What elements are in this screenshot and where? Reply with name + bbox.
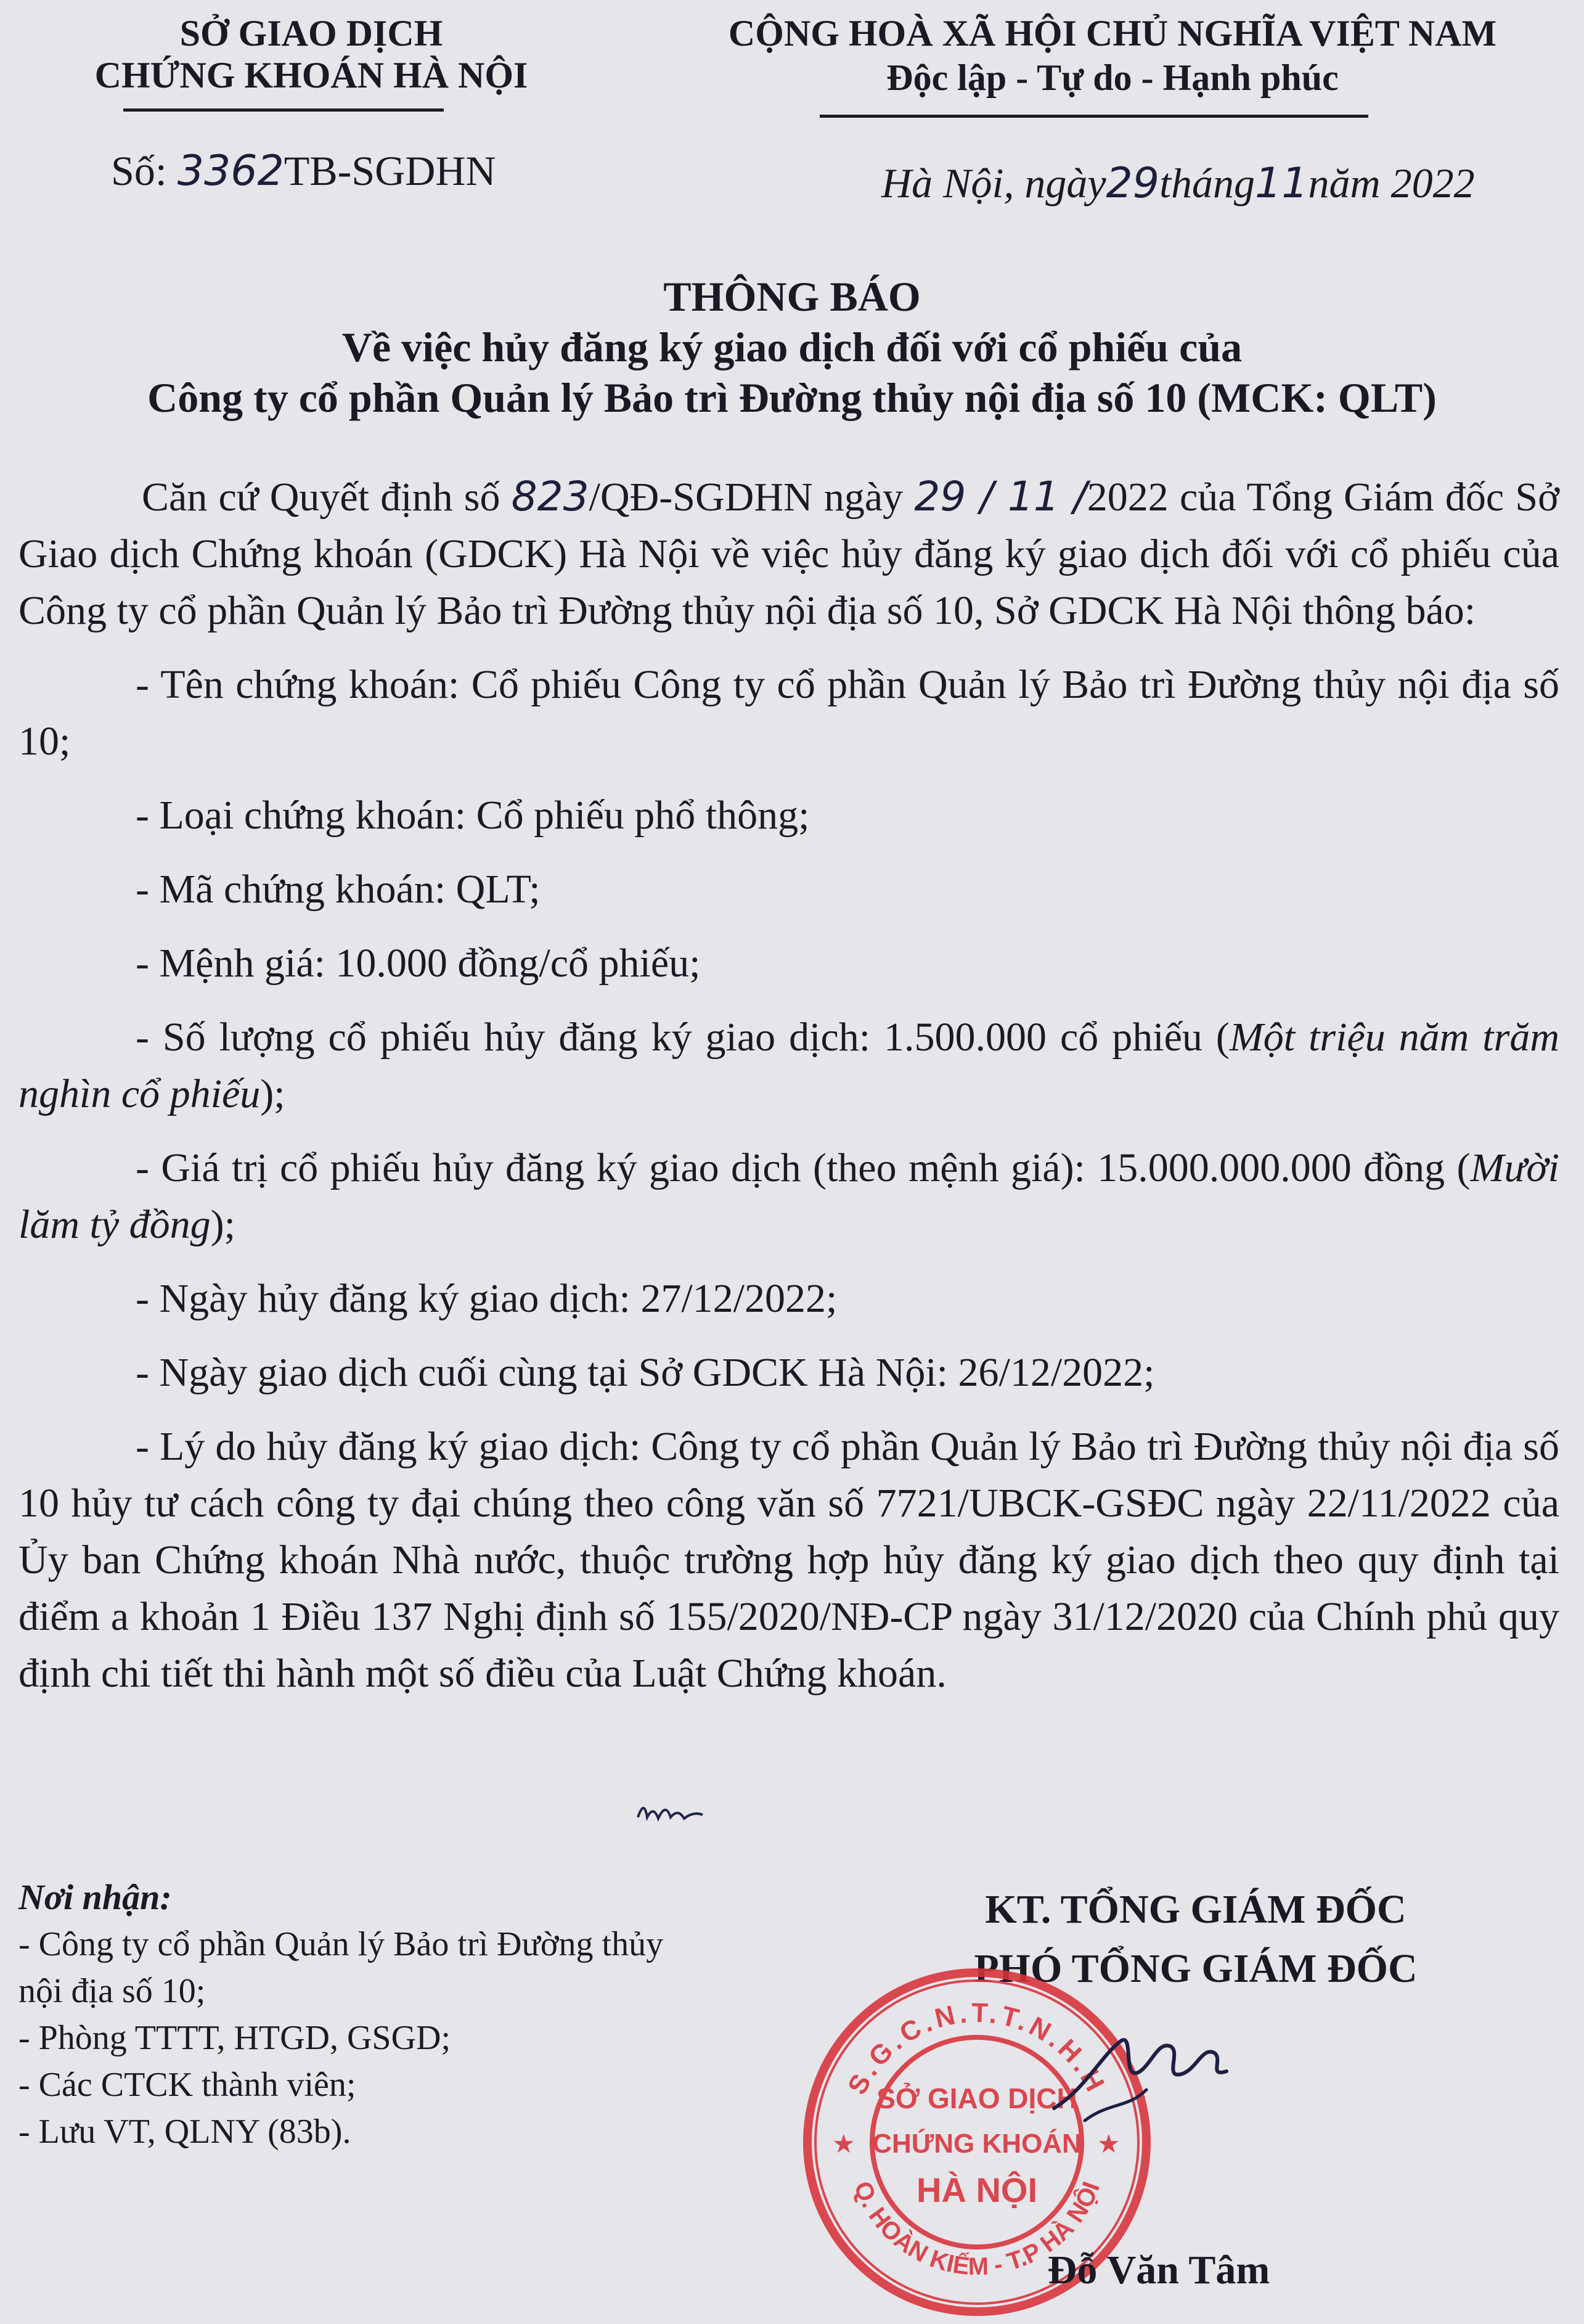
org-underline [123, 108, 444, 112]
national-motto [666, 11, 1559, 100]
signature-title-1: KT. TỔNG GIÁM ĐỐC [985, 1887, 1406, 1932]
seal-text-3: HÀ NỘI [917, 2171, 1037, 2209]
date-month-word: tháng [1159, 160, 1255, 207]
date-month: 11 [1254, 159, 1308, 208]
item-quantity [18, 1009, 1559, 1123]
intro-text-c: 2022 của Tổng Giám đốc Sở Giao dịch Chứng khoán (GDCK) Hà Nội về việc hủy đăng ký giao dịch đối với cổ phiếu của Công ty cổ phần Quản lý Bảo trì Đường thủy nội địa số 10, Sở GDCK Hà Nội thông báo: [18, 475, 1559, 633]
seal-ring-top: S.G.C.N.T.T.N.H.H [842, 1997, 1112, 2100]
item-security-name: - Tên chứng khoán: Cổ phiếu Công ty cổ phần Quản lý Bảo trì Đường thủy nội địa số 10; [18, 662, 1559, 764]
motto-underline [820, 115, 1368, 118]
recipient-item: - Các CTCK thành viên; [18, 2066, 356, 2104]
quantity-text-a: - Số lượng cổ phiếu hủy đăng ký giao dịch: 1.500.000 cổ phiếu ( [136, 1015, 1230, 1060]
item-security-type: - Loại chứng khoán: Cổ phiếu phổ thông; [136, 793, 810, 838]
date-day: 29 [1106, 159, 1160, 208]
seal-text-1: SỞ GIAO DỊCH [876, 2082, 1077, 2114]
document-number [111, 147, 496, 195]
signature-title-2: PHÓ TỔNG GIÁM ĐỐC [974, 1946, 1418, 1991]
nation-line-2: Độc lập - Tự do - Hạnh phúc [886, 57, 1339, 98]
item-last-trading-date: - Ngày giao dịch cuối cùng tại Sở GDCK Hà Nội: 26/12/2022; [136, 1350, 1155, 1395]
seal-ring-bottom: Q. HOÀN KIẾM - T.P HÀ NỘI [848, 2177, 1106, 2281]
org-line-2: CHỨNG KHOÁN HÀ NỘI [94, 55, 528, 96]
handwritten-signature [1048, 2016, 1233, 2139]
document-title [25, 271, 1559, 423]
signer-name: Đỗ Văn Tâm [1047, 2248, 1270, 2293]
decision-date: 29 / 11 / [914, 473, 1087, 520]
initial-mark [635, 1793, 709, 1830]
document-body [18, 468, 1559, 1719]
recipients-heading: Nơi nhận: [18, 1877, 172, 1917]
seal-star-left: ★ [832, 2129, 855, 2159]
title-line-2: Về việc hủy đăng ký giao dịch đối với cổ phiếu của [341, 324, 1243, 370]
doc-no-prefix: Số: [111, 147, 167, 194]
item-par-value: - Mệnh giá: 10.000 đồng/cổ phiếu; [136, 941, 701, 986]
issue-date [881, 159, 1475, 208]
recipient-item: - Công ty cổ phần Quản lý Bảo trì Đường thủy nội địa số 10; [18, 1925, 664, 2010]
date-place: Hà Nội, ngày [881, 160, 1106, 207]
item-total-value [18, 1140, 1559, 1253]
item-cancel-date: - Ngày hủy đăng ký giao dịch: 27/12/2022; [136, 1276, 838, 1321]
value-text-b: ); [210, 1202, 235, 1247]
date-year: năm 2022 [1308, 160, 1475, 207]
value-text-a: - Giá trị cổ phiếu hủy đăng ký giao dịch (theo mệnh giá): 15.000.000.000 đồng ( [136, 1145, 1471, 1190]
decision-number: 823 [511, 473, 589, 520]
quantity-words: Một triệu năm trăm nghìn cổ phiếu [18, 1015, 1559, 1116]
org-line-1: SỞ GIAO DỊCH [179, 13, 443, 54]
title-line-3: Công ty cổ phần Quản lý Bảo trì Đường thủy nội địa số 10 (MCK: QLT) [147, 374, 1437, 421]
issuing-organization [43, 12, 579, 96]
quantity-text-b: ); [260, 1071, 285, 1116]
title-line-1: THÔNG BÁO [663, 273, 921, 320]
intro-paragraph [18, 468, 1559, 639]
value-words: Mười lăm tỷ đồng [18, 1145, 1559, 1247]
item-reason: - Lý do hủy đăng ký giao dịch: Công ty cổ phần Quản lý Bảo trì Đường thủy nội địa số 10 hủy tư cách công ty đại chúng theo công văn số 7721/UBCK-GSĐC ngày 22/11/2022 của Ủy ban Chứng khoán Nhà nước, thuộc trường hợp hủy đăng ký giao dịch theo quy định tại điểm a khoản 1 Điều 137 Nghị định số 155/2020/NĐ-CP ngày 31/12/2020 của Chính phủ quy định chi tiết thi hành một số điều của Luật Chứng khoán. [18, 1424, 1559, 1696]
intro-text-a: Căn cứ Quyết định số [142, 475, 512, 520]
doc-no-handwritten: 3362 [177, 147, 284, 195]
recipient-item: - Phòng TTTT, HTGD, GSGD; [18, 2019, 451, 2057]
item-security-code: - Mã chứng khoán: QLT; [136, 867, 541, 912]
seal-star-right: ★ [1097, 2129, 1121, 2159]
intro-text-b: /QĐ-SGDHN ngày [589, 475, 915, 520]
seal-text-2: CHỨNG KHOÁN [872, 2129, 1082, 2159]
recipients-block [18, 1874, 696, 2155]
doc-no-suffix: TB-SGDHN [284, 147, 496, 194]
nation-line-1: CỘNG HOÀ XÃ HỘI CHỦ NGHĨA VIỆT NAM [728, 13, 1497, 54]
recipient-item: - Lưu VT, QLNY (83b). [18, 2113, 351, 2151]
